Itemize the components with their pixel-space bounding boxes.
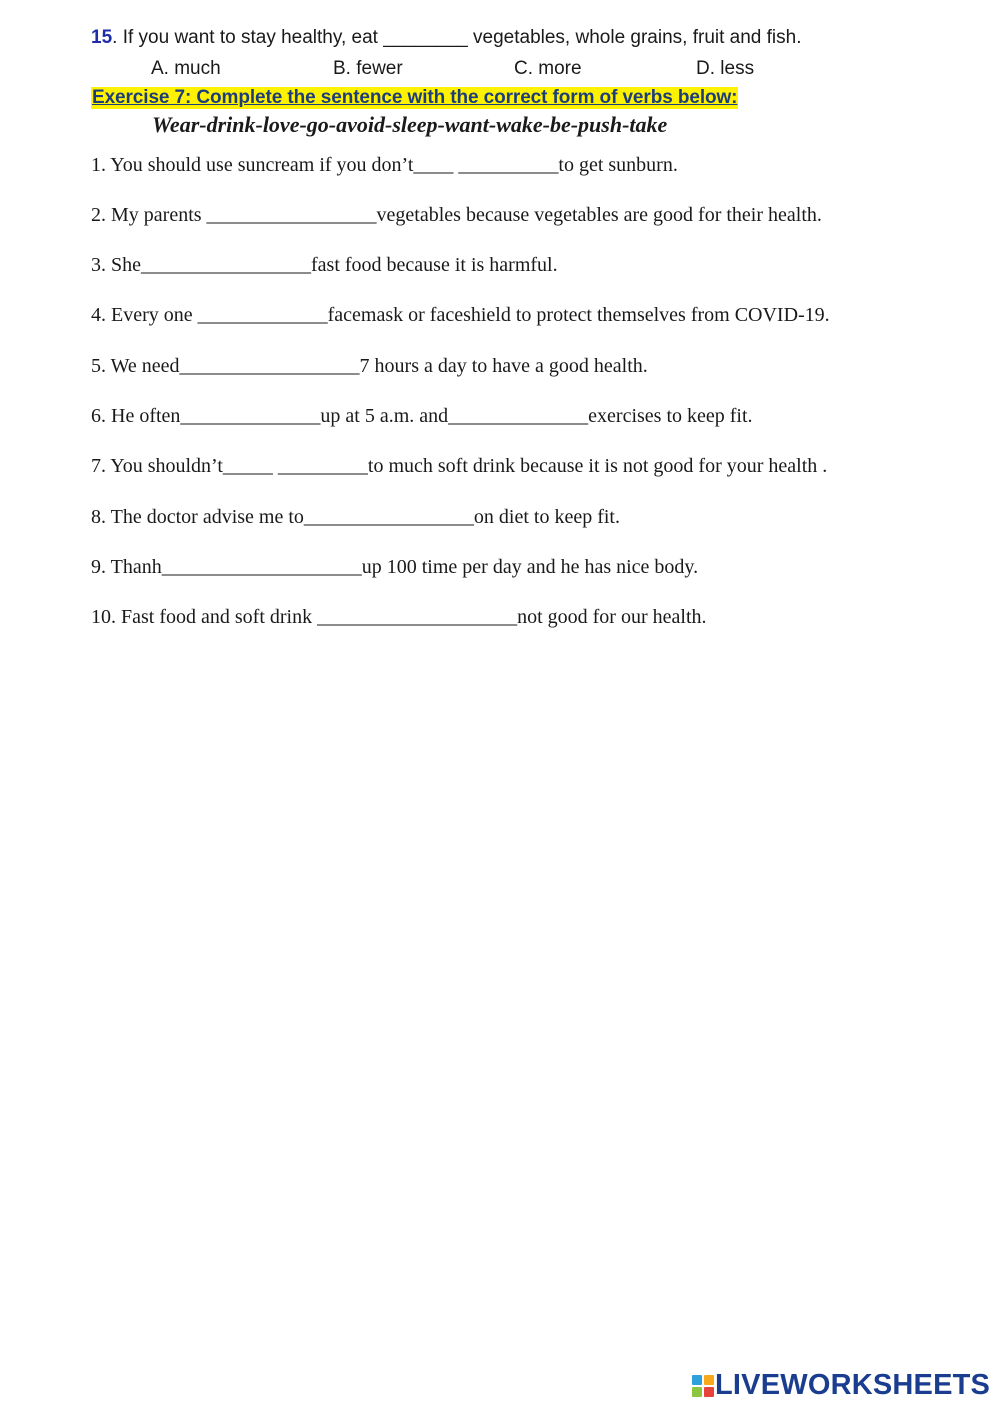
question-text: . If you want to stay healthy, eat ________ vegetables, whole grains, fruit and fish. — [112, 27, 802, 48]
choice-c: C. more — [514, 58, 582, 79]
exercise-item-7: 7. You shouldn’t_____ _________to much soft drink because it is not good for your health . — [91, 455, 828, 477]
exercise-item-1: 1. You should use suncream if you don’t____ __________to get sunburn. — [91, 154, 678, 176]
exercise-item-3: 3. She_________________fast food because it is harmful. — [91, 254, 558, 276]
exercise-item-8: 8. The doctor advise me to_________________on diet to keep fit. — [91, 506, 620, 528]
choice-b: B. fewer — [333, 58, 403, 79]
question-15 — [91, 27, 802, 49]
exercise-item-4: 4. Every one _____________facemask or faceshield to protect themselves from COVID-19. — [91, 304, 830, 326]
liveworksheets-wordmark: LIVEWORKSHEETS — [715, 1369, 991, 1401]
liveworksheets-logo-icon — [692, 1375, 714, 1397]
choice-a: A. much — [151, 58, 221, 79]
liveworksheets-brand[interactable] — [692, 1369, 990, 1402]
verb-list: Wear-drink-love-go-avoid-sleep-want-wake-be-push-take — [152, 112, 668, 137]
exercise-item-2: 2. My parents _________________vegetables because vegetables are good for their health. — [91, 204, 822, 226]
exercise-item-5: 5. We need__________________7 hours a day to have a good health. — [91, 355, 648, 377]
choice-d: D. less — [696, 58, 755, 79]
question-number: 15 — [91, 27, 113, 48]
exercise-heading: Exercise 7: Complete the sentence with the correct form of verbs below: — [92, 87, 738, 108]
exercise-item-10: 10. Fast food and soft drink ____________________not good for our health. — [91, 606, 707, 628]
exercise-item-6: 6. He often______________up at 5 a.m. and______________exercises to keep fit. — [91, 405, 753, 427]
exercise-item-9: 9. Thanh____________________up 100 time per day and he has nice body. — [91, 556, 699, 578]
